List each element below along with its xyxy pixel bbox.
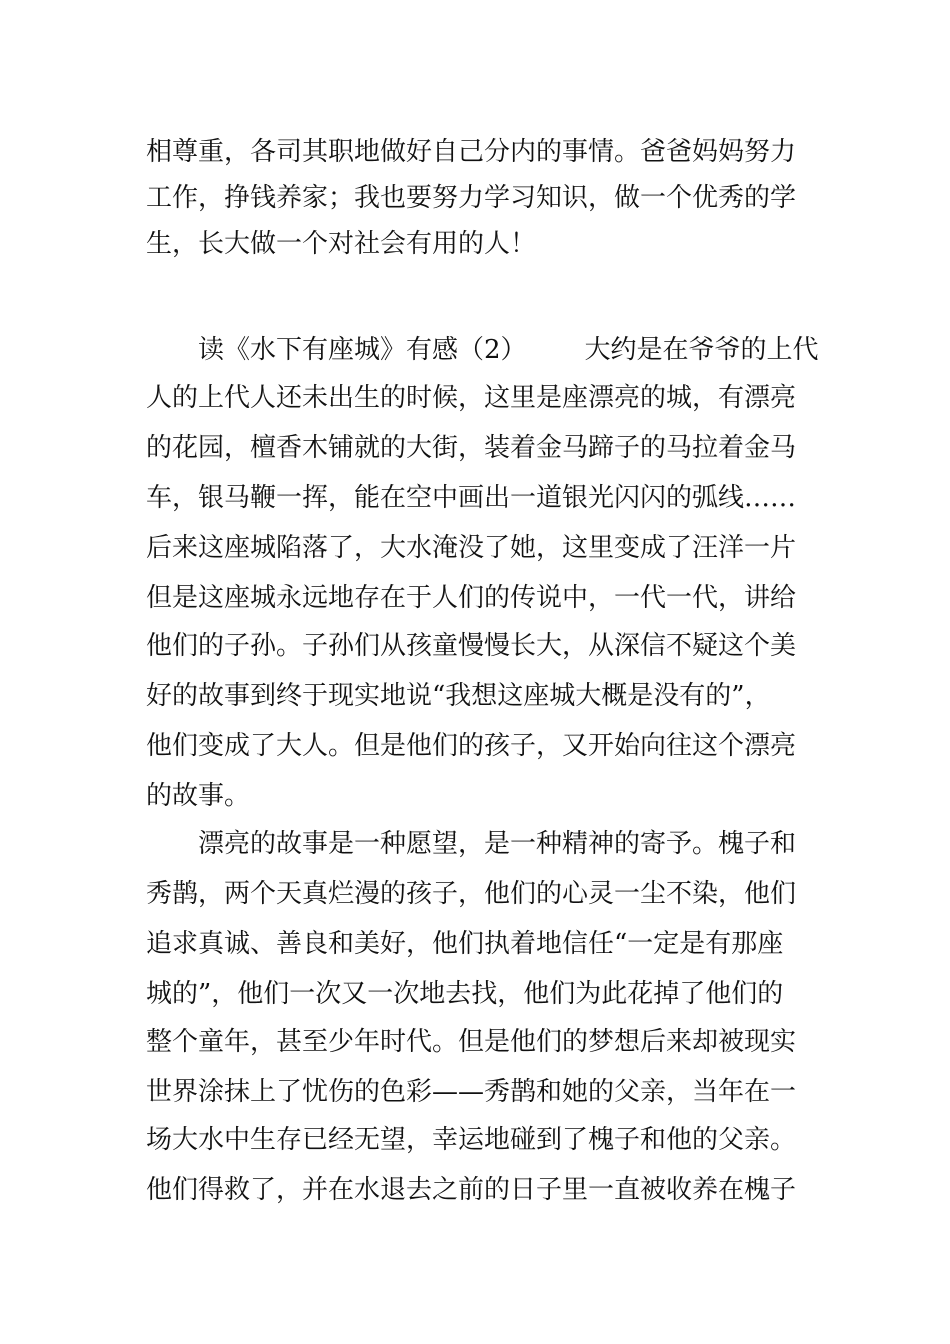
text-line: 但是这座城永远地存在于人们的传说中，一代一代，讲给 (146, 583, 797, 613)
text-line: 后来这座城陷落了，大水淹没了她，这里变成了汪洋一片 (146, 533, 797, 563)
text-line: 人的上代人还未出生的时候，这里是座漂亮的城，有漂亮 (146, 383, 797, 413)
text-line: 追求真诚、善良和美好，他们执着地信任“一定是有那座 (146, 929, 784, 959)
text-line: 他们变成了大人。但是他们的孩子，又开始向往这个漂亮 (146, 731, 797, 761)
text-line: 漂亮的故事是一种愿望，是一种精神的寄予。槐子和 (198, 829, 797, 859)
text-line: 整个童年，甚至少年时代。但是他们的梦想后来却被现实 (146, 1027, 797, 1057)
text-line: 生，长大做一个对社会有用的人！ (146, 229, 537, 259)
text-line: 的花园，檀香木铺就的大街，装着金马蹄子的马拉着金马 (146, 433, 797, 463)
text-line: 城的”，他们一次又一次地去找，他们为此花掉了他们的 (146, 979, 784, 1009)
heading-line (198, 330, 819, 370)
text-line: 世界涂抹上了忧伤的色彩——秀鹊和她的父亲，当年在一 (146, 1077, 797, 1107)
text-line: 工作，挣钱养家；我也要努力学习知识，做一个优秀的学 (146, 183, 797, 213)
text-line: 他们得救了，并在水退去之前的日子里一直被收养在槐子 (146, 1175, 797, 1205)
article-title: 读《水下有座城》有感（2） (198, 335, 527, 365)
article-opening-text: 大约是在爷爷的上代 (584, 335, 819, 365)
text-line: 车，银马鞭一挥，能在空中画出一道银光闪闪的弧线…… (146, 483, 797, 513)
text-line: 的故事。 (146, 781, 251, 811)
text-line: 相尊重，各司其职地做好自己分内的事情。爸爸妈妈努力 (146, 137, 797, 167)
text-line: 场大水中生存已经无望，幸运地碰到了槐子和他的父亲。 (146, 1125, 797, 1155)
text-line: 好的故事到终于现实地说“我想这座城大概是没有的”， (146, 681, 771, 711)
text-line: 他们的子孙。子孙们从孩童慢慢长大，从深信不疑这个美 (146, 631, 797, 661)
text-line: 秀鹊，两个天真烂漫的孩子，他们的心灵一尘不染，他们 (146, 879, 797, 909)
